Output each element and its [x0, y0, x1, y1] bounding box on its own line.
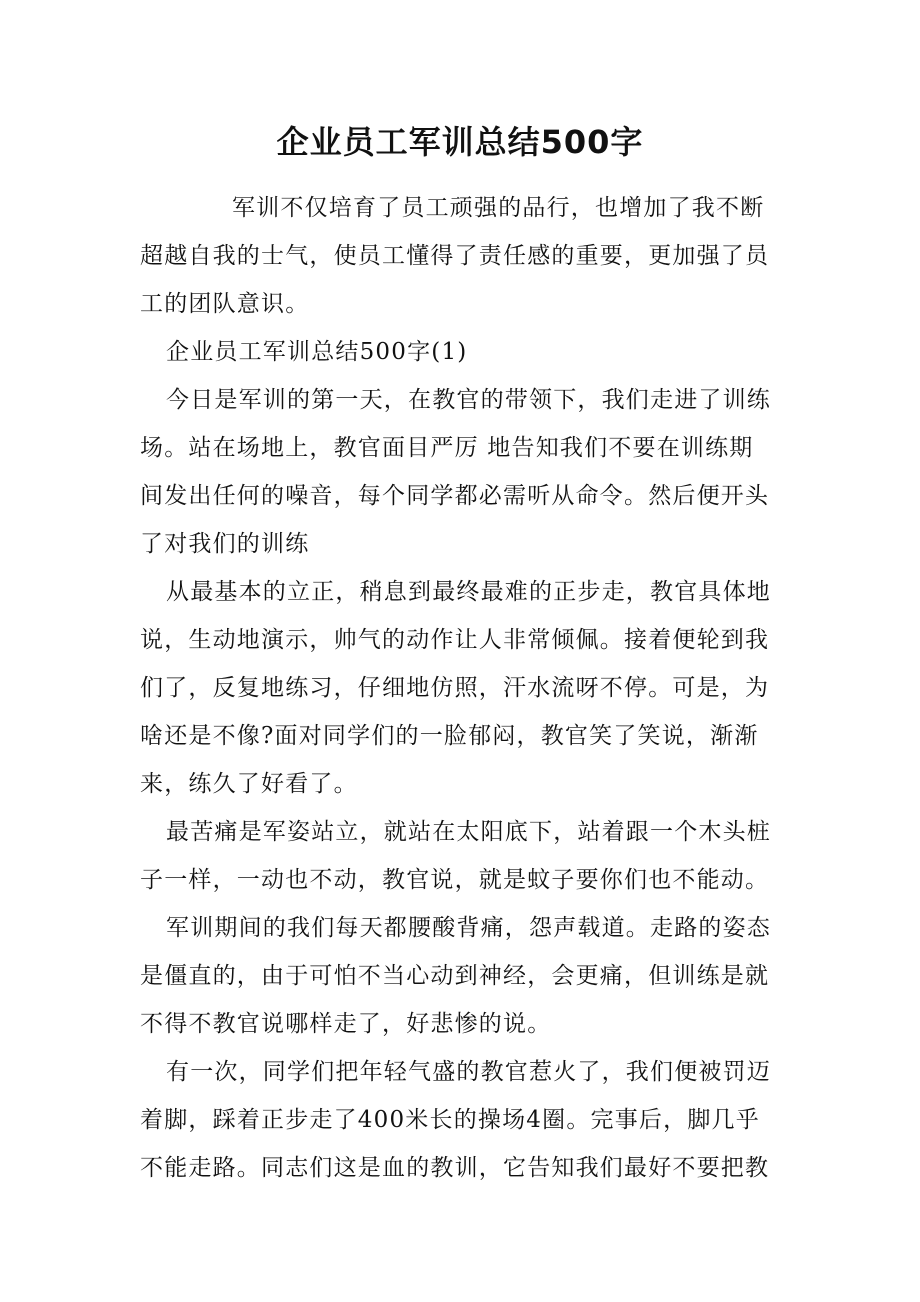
- text-line: 工的团队意识。: [140, 291, 310, 317]
- text-line: 们了，反复地练习，仔细地仿照，汗水流呀不停。可是，为: [140, 675, 770, 701]
- text-line: 场。站在场地上，教官面目严厉 地告知我们不要在训练期: [140, 435, 754, 461]
- text-line: 说，生动地演示，帅气的动作让人非常倾佩。接着便轮到我: [140, 627, 770, 653]
- paragraph: [140, 1048, 790, 1192]
- text-line: 今日是军训的第一天，在教官的带领下，我们走进了训练: [166, 387, 771, 413]
- text-line: 不得不教官说哪样走了，好悲惨的说。: [140, 1011, 552, 1037]
- text-line: 了对我们的训练: [140, 531, 310, 557]
- text-line: 着脚，踩着正步走了400米长的操场4圈。完事后，脚几乎: [140, 1107, 760, 1133]
- text-line: 啥还是不像?面对同学们的一脸郁闷，教官笑了笑说，渐渐: [140, 723, 759, 749]
- text-line: 有一次，同学们把年轻气盛的教官惹火了，我们便被罚迈: [166, 1059, 771, 1085]
- text-line: 来，练久了好看了。: [140, 771, 358, 797]
- text-line: 子一样，一动也不动，教官说，就是蚊子要你们也不能动。: [140, 867, 770, 893]
- text-line: 间发出任何的噪音，每个同学都必需听从命令。然后便开头: [140, 483, 770, 509]
- text-line: 超越自我的士气，使员工懂得了责任感的重要，更加强了员: [140, 243, 770, 269]
- paragraph: [140, 376, 790, 568]
- text-line: 最苦痛是军姿站立，就站在太阳底下，站着跟一个木头桩: [166, 819, 771, 845]
- document-title: 企业员工军训总结500字: [276, 123, 644, 161]
- paragraph-intro: [140, 184, 790, 328]
- text-line: 不能走路。同志们这是血的教训，它告知我们最好不要把教: [140, 1155, 770, 1181]
- text-line: 企业员工军训总结500字(1): [166, 339, 468, 365]
- text-line: 军训期间的我们每天都腰酸背痛，怨声载道。走路的姿态: [166, 915, 771, 941]
- paragraph: [140, 904, 790, 1048]
- section-heading: [140, 328, 790, 376]
- text-line: 军训不仅培育了员工顽强的品行，也增加了我不断: [232, 195, 765, 221]
- paragraph: [140, 808, 790, 904]
- paragraph: [140, 568, 790, 808]
- text-line: 从最基本的立正，稍息到最终最难的正步走，教官具体地: [166, 579, 771, 605]
- document-body: [140, 184, 790, 1192]
- text-line: 是僵直的，由于可怕不当心动到神经，会更痛，但训练是就: [140, 963, 770, 989]
